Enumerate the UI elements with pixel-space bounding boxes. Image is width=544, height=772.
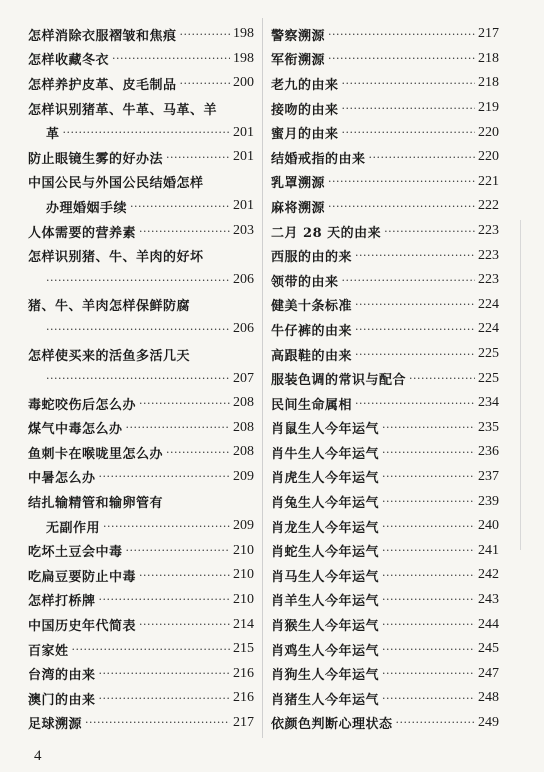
toc-entry [271,293,499,318]
toc-entry [28,391,254,416]
toc-entry-page: 220 [478,149,499,165]
toc-entry-title: 肖虎生人今年运气 [271,471,380,487]
toc-entry [28,342,254,367]
toc-entry-title: 蜜月的由来 [271,127,339,143]
toc-entry-page: 247 [478,665,499,681]
toc-entry [271,366,499,391]
toc-entry [271,96,499,121]
toc-entry [28,268,254,293]
toc-entry [28,711,254,736]
toc-entry-title: 吃坏土豆会中毒 [28,545,123,561]
toc-entry-page: 245 [478,641,499,657]
dot-leader [46,274,230,287]
toc-entry [271,686,499,711]
toc-entry-title: 高跟鞋的由来 [271,348,353,364]
toc-entry [271,416,499,441]
toc-entry-page: 215 [233,641,254,657]
toc-entry-title: 乳罩溯源 [271,176,326,192]
column-divider [262,18,263,738]
toc-entry-page: 223 [478,223,499,239]
toc-entry-page: 239 [478,493,499,509]
toc-entry-title: 办理婚姻手续 [46,200,128,216]
dot-leader [112,52,230,65]
dot-leader [328,175,475,188]
toc-entry-page: 210 [233,542,254,558]
dot-leader [63,126,230,139]
toc-entry-title: 军衔溯源 [271,53,326,69]
toc-entry-page: 203 [233,223,254,239]
dot-leader [382,569,475,582]
toc-entry [271,711,499,736]
dot-leader [342,102,475,115]
toc-entry [271,342,499,367]
toc-right-column [271,22,499,735]
toc-entry-page: 217 [233,714,254,730]
toc-entry-title: 麻将溯源 [271,200,326,216]
toc-entry-page: 206 [233,272,254,288]
dot-leader [382,692,475,705]
toc-entry-page: 209 [233,468,254,484]
dot-leader [126,544,230,557]
toc-entry-title: 鱼刺卡在喉咙里怎么办 [28,446,164,462]
dot-leader [139,569,230,582]
toc-entry-title: 中暑怎么办 [28,471,96,487]
toc-entry [28,489,254,514]
toc-entry [271,243,499,268]
toc-entry-page: 218 [478,75,499,91]
toc-entry-page: 198 [233,50,254,66]
toc-entry-title: 怎样识别猪革、牛革、马革、羊 [28,102,218,118]
toc-entry-title: 怎样打桥牌 [28,594,96,610]
toc-entry [271,170,499,195]
dot-leader [139,397,230,410]
toc-entry-page: 222 [478,198,499,214]
toc-entry-title: 接吻的由来 [271,102,339,118]
toc-entry-title: 依颜色判断心理状态 [271,717,393,733]
toc-entry [271,563,499,588]
dot-leader [382,618,475,631]
dot-leader [382,667,475,680]
toc-entry-title: 民间生命属相 [271,397,353,413]
dot-leader [355,348,475,361]
toc-entry-page: 208 [233,419,254,435]
dot-leader [166,151,230,164]
toc-entry-title: 怎样养护皮革、皮毛制品 [28,77,177,93]
toc-entry-page: 223 [478,272,499,288]
toc-entry [271,268,499,293]
toc-entry-page: 210 [233,591,254,607]
toc-entry-page: 201 [233,124,254,140]
toc-entry [271,465,499,490]
dot-leader [130,200,230,213]
toc-entry-page: 216 [233,690,254,706]
toc-entry-title: 澳门的由来 [28,692,96,708]
toc-entry-page: 234 [478,395,499,411]
dot-leader [355,397,475,410]
toc-entry-page: 240 [478,518,499,534]
toc-entry-title: 肖龙生人今年运气 [271,520,380,536]
toc-entry [271,538,499,563]
dot-leader [99,692,230,705]
toc-entry [28,219,254,244]
toc-entry-page: 218 [478,50,499,66]
toc-entry [28,514,254,539]
toc-entry [271,440,499,465]
toc-entry-page: 216 [233,665,254,681]
toc-entry-title: 中国历史年代简表 [28,619,137,635]
toc-entry [271,145,499,170]
dot-leader [99,593,230,606]
dot-leader [139,618,230,631]
toc-entry [28,538,254,563]
dot-leader [355,323,475,336]
toc-entry [28,47,254,72]
toc-entry [28,145,254,170]
toc-entry-title: 肖鼠生人今年运气 [271,422,380,438]
dot-leader [46,323,230,336]
toc-entry-title: 肖蛇生人今年运气 [271,545,380,561]
toc-entry-page: 244 [478,616,499,632]
toc-entry-page: 198 [233,26,254,42]
toc-entry [271,219,499,244]
toc-entry [28,440,254,465]
toc-entry-page: 220 [478,124,499,140]
toc-entry-title: 领带的由来 [271,274,339,290]
toc-entry-page: 235 [478,419,499,435]
toc-entry-page: 214 [233,616,254,632]
toc-entry-title: 怎样识别猪、牛、羊肉的好坏 [28,250,204,266]
dot-leader [139,225,230,238]
toc-entry-title: 猪、牛、羊肉怎样保鲜防腐 [28,299,191,315]
dot-leader [99,470,230,483]
toc-entry-page: 248 [478,690,499,706]
toc-entry-title: 防止眼镜生雾的好办法 [28,151,164,167]
toc-entry-page: 243 [478,591,499,607]
dot-leader [355,298,475,311]
dot-leader [369,151,475,164]
toc-entry [271,514,499,539]
toc-entry-title: 健美十条标准 [271,299,353,315]
toc-entry-page: 209 [233,518,254,534]
toc-entry-title: 牛仔裤的由来 [271,323,353,339]
toc-entry-title: 肖猴生人今年运气 [271,619,380,635]
toc-entry-page: 207 [233,370,254,386]
toc-entry-page: 225 [478,370,499,386]
toc-entry [271,612,499,637]
toc-entry-page: 249 [478,714,499,730]
dot-leader [342,77,475,90]
toc-entry-title: 肖狗生人今年运气 [271,668,380,684]
toc-entry [271,71,499,96]
toc-entry-title: 足球溯源 [28,717,83,733]
dot-leader [46,372,230,385]
toc-entry-page: 224 [478,321,499,337]
toc-entry [271,317,499,342]
dot-leader [126,421,230,434]
toc-entry-page: 225 [478,346,499,362]
toc-entry-title: 吃扁豆要防止中毒 [28,569,137,585]
dot-leader [166,446,230,459]
dot-leader [328,200,475,213]
toc-entry [28,293,254,318]
dot-leader [180,77,230,90]
dot-leader [328,28,475,41]
toc-entry-page: 241 [478,542,499,558]
toc-entry [271,120,499,145]
toc-entry [28,194,254,219]
dot-leader [103,520,230,533]
toc-entry [28,686,254,711]
dot-leader [72,643,230,656]
toc-entry [271,47,499,72]
toc-entry-title: 中国公民与外国公民结婚怎样 [28,176,204,192]
toc-entry [28,120,254,145]
toc-entry [28,71,254,96]
toc-entry [28,612,254,637]
toc-entry [28,465,254,490]
dot-leader [328,52,475,65]
toc-entry [28,243,254,268]
toc-entry-page: 201 [233,149,254,165]
dot-leader [384,225,475,238]
toc-entry-page: 208 [233,444,254,460]
toc-entry-title: 肖牛生人今年运气 [271,446,380,462]
toc-entry [28,96,254,121]
toc-entry-page: 210 [233,567,254,583]
dot-leader [409,372,475,385]
dot-leader [382,544,475,557]
toc-entry [28,416,254,441]
toc-entry-title: 革 [46,127,60,143]
toc-entry-title: 二月 28 天的由来 [271,225,382,241]
dot-leader [382,470,475,483]
toc-entry-page: 201 [233,198,254,214]
dot-leader [382,446,475,459]
toc-left-column [28,22,254,735]
toc-entry [28,588,254,613]
toc-entry-title: 肖马生人今年运气 [271,569,380,585]
toc-entry-page: 219 [478,100,499,116]
dot-leader [382,593,475,606]
toc-entry-title: 怎样收藏冬衣 [28,53,110,69]
dot-leader [180,28,230,41]
toc-entry [271,637,499,662]
toc-entry-title: 老九的由来 [271,77,339,93]
toc-entry [28,366,254,391]
toc-entry [28,317,254,342]
toc-entry [28,170,254,195]
toc-entry-title: 人体需要的营养素 [28,225,137,241]
toc-entry-title: 毒蛇咬伤后怎么办 [28,397,137,413]
toc-entry-title: 服装色调的常识与配合 [271,373,407,389]
toc-entry [271,661,499,686]
toc-entry-title: 怎样消除衣服褶皱和焦痕 [28,28,177,44]
toc-entry [271,391,499,416]
dot-leader [382,643,475,656]
toc-entry [28,661,254,686]
toc-entry-title: 结婚戒指的由来 [271,151,366,167]
toc-entry-page: 224 [478,296,499,312]
toc-entry-title: 警察溯源 [271,28,326,44]
toc-entry-page: 221 [478,173,499,189]
toc-entry-title: 怎样使买来的活鱼多活几天 [28,348,191,364]
dot-leader [355,249,475,262]
toc-entry [271,489,499,514]
toc-entry-title: 煤气中毒怎么办 [28,422,123,438]
toc-entry-page: 223 [478,247,499,263]
toc-entry-title: 肖鸡生人今年运气 [271,643,380,659]
dot-leader [342,274,475,287]
dot-leader [342,126,475,139]
dot-leader [85,716,230,729]
toc-entry-title: 西服的由的来 [271,250,353,266]
toc-entry-title: 肖猪生人今年运气 [271,692,380,708]
toc-entry [28,22,254,47]
toc-entry-page: 236 [478,444,499,460]
toc-entry [28,563,254,588]
toc-entry-title: 百家姓 [28,643,69,659]
toc-entry [271,194,499,219]
page-edge-line [520,220,521,550]
toc-entry-page: 242 [478,567,499,583]
toc-entry-page: 217 [478,26,499,42]
dot-leader [382,421,475,434]
toc-entry-title: 结扎输精管和输卵管有 [28,496,164,512]
toc-entry-page: 206 [233,321,254,337]
toc-entry-title: 无副作用 [46,520,101,536]
toc-entry-title: 台湾的由来 [28,668,96,684]
toc-entry [271,588,499,613]
dot-leader [382,495,475,508]
toc-entry-page: 200 [233,75,254,91]
dot-leader [99,667,230,680]
dot-leader [382,520,475,533]
toc-entry [28,637,254,662]
toc-entry-page: 237 [478,468,499,484]
toc-entry [271,22,499,47]
toc-entry-title: 肖兔生人今年运气 [271,496,380,512]
dot-leader [396,716,475,729]
toc-entry-title: 肖羊生人今年运气 [271,594,380,610]
toc-entry-page: 208 [233,395,254,411]
page-number: 4 [34,748,42,764]
